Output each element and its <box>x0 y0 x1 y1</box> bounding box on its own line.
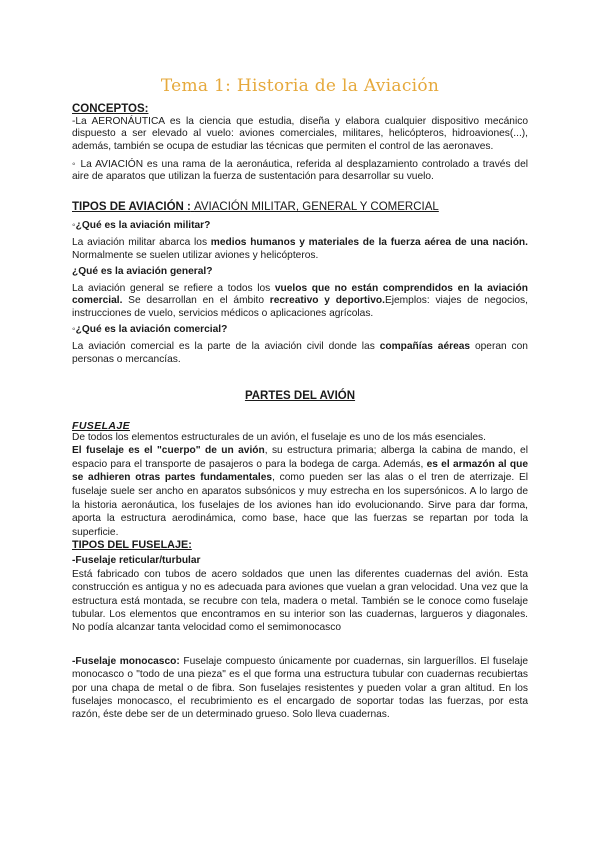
conceptos-section <box>72 103 528 183</box>
partes-heading: PARTES DEL AVIÓN <box>244 390 356 402</box>
fuselaje-section <box>72 420 528 722</box>
aeronautica-paragraph: -La AERONÁUTICA es la ciencia que estudia, diseña y elabora cualquier dispositivo mecánico dispuesto a ser elevado al vuelo: aviones comerciales, militares, helicópteros, hidroaviones(...), además, también se ocupa de estudiar las técnicas que permiten el control de las aeronaves. <box>72 116 528 152</box>
fuselaje-description: El fuselaje es el "cuerpo" de un avión, su estructura primaria; alberga la cabina de mando, el espacio para el transporte de pasajeros o para la bodega de carga. Además, es el armazón al que se adhieren otras partes fundamentales, como pueden ser las alas o el tren de aterrizaje. El fuselaje suele ser ancho en aparatos subsónicos y muy estrecha en los supersónicos. A lo largo de la historia aeronáutica, los fuselajes de los aviones han ido evolucionando. Sirve para dar forma, aporta la estructura aerodinámica, como base, hace que las fuerzas se repartan por toda la superficie. <box>72 445 529 538</box>
comercial-question: ◦¿Qué es la aviación comercial? <box>72 324 228 336</box>
militar-question: ◦¿Qué es la aviación militar? <box>72 220 211 231</box>
tipos-heading: TIPOS DE AVIACIÓN : AVIACIÓN MILITAR, GENERAL Y COMERCIAL <box>72 201 439 213</box>
aviacion-paragraph: ◦ La AVIACIÓN es una rama de la aeronáutica, referida al desplazamiento controlado a través del aire de aparatos que utilizan la fuerza de sustentación para desarrollar su vuelo. <box>72 158 528 183</box>
fuselaje-heading: FUSELAJE <box>72 420 131 432</box>
comercial-answer: La aviación comercial es la parte de la aviación civil donde las compañías aéreas operan con personas o mercancías. <box>72 341 528 365</box>
reticular-text: Está fabricado con tubos de acero soldados que unen las diferentes cuadernas del avión. Esta construcción es antigua y no es adecuada para aviones que vuelan a gran velocidad. Una vez que la estructura está montada, se recubre con tela, madera o metal. También se le conoce como fuselaje tubular. Los elementos que encontramos en su interior son las cuadernas, largueros y diagonales. No podía alcanzar tanta velocidad como el semimonocasco <box>72 568 528 634</box>
partes-section <box>72 390 528 402</box>
reticular-heading: -Fuselaje reticular/turbular <box>72 555 201 567</box>
general-question: ¿Qué es la aviación general? <box>72 265 213 277</box>
tipos-fuselaje-heading: TIPOS DEL FUSELAJE: <box>72 539 192 552</box>
conceptos-heading: CONCEPTOS: <box>72 103 149 115</box>
monocasco-text: -Fuselaje monocasco: Fuselaje compuesto únicamente por cuadernas, sin largueríllos. El fuselaje monocasco o "todo de una pieza" es el que forma una estructura tubular con cuadernas recubiertas por una chapa de metal o de fibra. Son fuselajes resistentes y pueden volar a gran altitud. En los fuselajes monocasco, el recubrimiento es el encargado de soportar todas las fuerzas, por esta razón, éste debe ser de un determinado grueso. Solo lleva cuadernas. <box>72 655 529 721</box>
fuselaje-intro: De todos los elementos estructurales de un avión, el fuselaje es uno de los más esenciales. <box>72 432 486 443</box>
page-title: Tema 1: Historia de la Aviación <box>160 76 440 96</box>
general-answer: La aviación general se refiere a todos los vuelos que no están comprendidos en la aviación comercial. Se desarrollan en el ámbito recreativo y deportivo.Ejemplos: viajes de negocios, instrucciones de vuelo, servicios médicos o aplicaciones agrícolas. <box>72 283 528 319</box>
militar-answer: La aviación militar abarca los medios humanos y materiales de la fuerza aérea de una nación. Normalmente se suelen utilizar aviones y helicópteros. <box>72 237 528 261</box>
tipos-section <box>72 201 528 366</box>
